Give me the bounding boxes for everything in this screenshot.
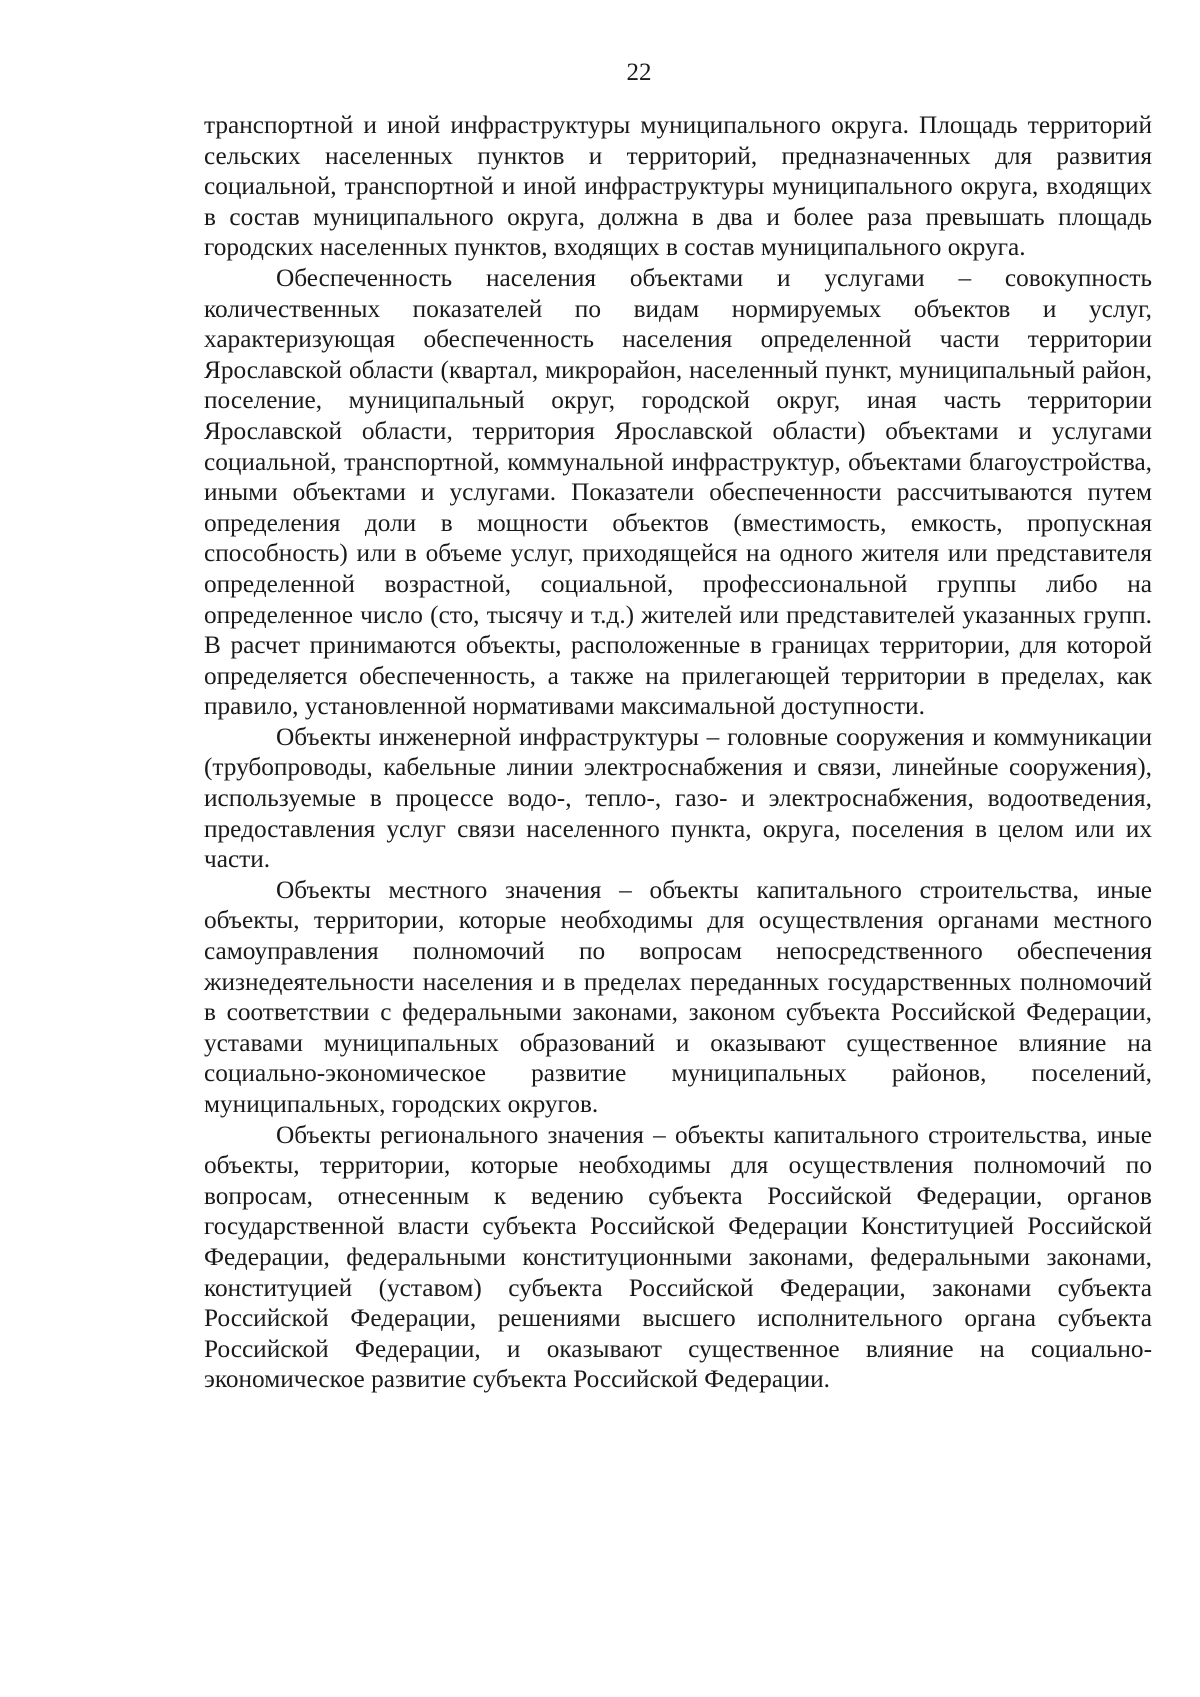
paragraph-4: Объекты местного значения – объекты капитального строительства, иные объекты, территории, которые необходимы для осуществления органами местного самоуправления полномочий по вопросам непосредственного обеспечения жизнедеятельности населения и в пределах переданных государственных полномочий в соответствии с федеральными законами, законом субъекта Российской Федерации, уставами муниципальных образований и оказывают существенное влияние на социально-экономическое развитие муниципальных районов, поселений, муниципальных, городских округов. (204, 875, 1152, 1118)
paragraph-5: Объекты регионального значения – объекты капитального строительства, иные объекты, территории, которые необходимы для осуществления полномочий по вопросам, отнесенным к ведению субъекта Российской Федерации, органов государственной власти субъекта Российской Федерации Конституцией Российской Федерации, федеральными конституционными законами, федеральными законами, конституцией (уставом) субъекта Российской Федерации, законами субъекта Российской Федерации, решениями высшего исполнительного органа субъекта Российской Федерации, и оказывают существенное влияние на социально-экономическое развитие субъекта Российской Федерации. (204, 1120, 1152, 1394)
paragraph-3: Объекты инженерной инфраструктуры – головные сооружения и коммуникации (трубопроводы, кабельные линии электроснабжения и связи, линейные сооружения), используемые в процессе водо-, тепло-, газо- и электроснабжения, водоотведения, предоставления услуг связи населенного пункта, округа, поселения в целом или их части. (204, 722, 1152, 874)
paragraph-2: Обеспеченность населения объектами и услугами – совокупность количественных показателей по видам нормируемых объектов и услуг, характеризующая обеспеченность населения определенной части территории Ярославской области (квартал, микрорайон, населенный пункт, муниципальный район, поселение, муниципальный округ, городской округ, иная часть территории Ярославской области, территория Ярославской области) объектами и услугами социальной, транспортной, коммунальной инфраструктур, объектами благоустройства, иными объектами и услугами. Показатели обеспеченности рассчитываются путем определения доли в мощности объектов (вместимость, емкость, пропускная способность) или в объеме услуг, приходящейся на одного жителя или представителя определенной возрастной, социальной, профессиональной группы либо на определенное число (сто, тысячу и т.д.) жителей или представителей указанных групп. В расчет принимаются объекты, расположенные в границах территории, для которой определяется обеспеченность, а также на прилегающей территории в пределах, как правило, установленной нормативами максимальной доступности. (204, 263, 1152, 721)
page-number: 22 (626, 59, 652, 86)
document-body (204, 110, 1152, 1395)
paragraph-1: транспортной и иной инфраструктуры муниципального округа. Площадь территорий сельских населенных пунктов и территорий, предназначенных для развития социальной, транспортной и иной инфраструктуры муниципального округа, входящих в состав муниципального округа, должна в два и более раза превышать площадь городских населенных пунктов, входящих в состав муниципального округа. (204, 111, 1152, 262)
